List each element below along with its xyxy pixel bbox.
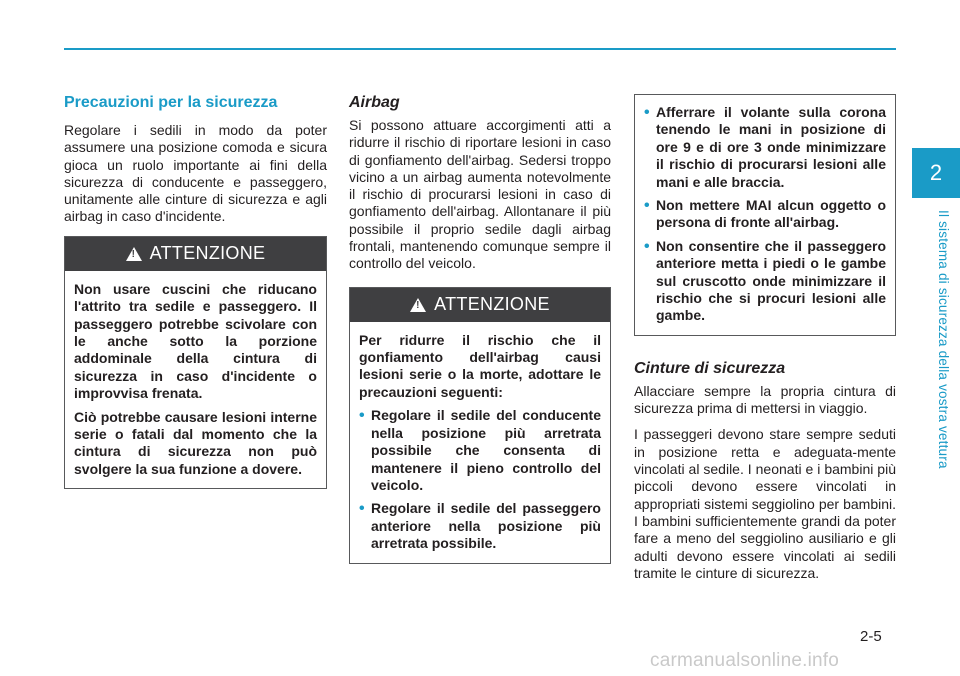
seatbelts-paragraph: I passeggeri devono stare sempre seduti in posizione retta e adeguata-mente vincolati al sedile. I neonati e i bambini più piccoli devono essere vincolati in appropriati sistemi seggiolino per bambini. I bambini sufficientemente grandi da poter fare a meno del seggiolino ausiliario e gli adulti devono essere vincolati ai sedili tramite le cinture di sicurezza. — [634, 426, 896, 581]
airbag-paragraph: Si possono attuare accorgimenti atti a ridurre il rischio di riportare lesioni in caso di gonfiamento dell'airbag. Sedersi troppo vicino a un airbag aumenta notevolmente il rischio di procurarsi lesioni in caso di gonfiamento dell'airbag. Allontanare il più possibile il proprio sedile dagli airbag frontali, mantenendo comunque sempre il controllo del veicolo. — [349, 117, 611, 272]
warning-body — [65, 271, 326, 488]
warning-paragraph: Non usare cuscini che riducano l'attrito tra sedile e passeggero. Il passeggero potrebbe scivolare con le anche sotto la porzione addominale della cintura di sicurezza in caso d'incidente o improvvisa frenata. — [74, 280, 317, 402]
safety-paragraph: Regolare i sedili in modo da poter assumere una posizione comoda e sicura gioca un ruolo importante ai fini della sicurezza di conducente e passeggero, unitamente alle cinture di sicurezza e agli airbag in caso d'incidente. — [64, 122, 327, 225]
warning-box-cushions — [64, 236, 327, 489]
warning-bullet: • Non mettere MAI alcun oggetto o persona di fronte all'airbag. — [644, 197, 886, 232]
section-heading-airbag: Airbag — [349, 94, 400, 111]
warning-intro: Per ridurre il rischio che il gonfiamento dell'airbag causi lesioni serie o la morte, adottare le precauzioni seguenti: — [359, 331, 601, 400]
warning-header: ! ATTENZIONE — [350, 288, 610, 322]
warning-body — [350, 322, 610, 563]
warning-box-airbag — [349, 287, 611, 564]
page-number: 2-5 — [860, 628, 882, 645]
watermark: carmanualsonline.info — [650, 650, 840, 671]
chapter-number-tab: 2 — [912, 148, 960, 198]
chapter-title-vertical: Il sistema di sicurezza della vostra vettura — [936, 210, 951, 469]
warning-paragraph: Ciò potrebbe causare lesioni interne serie o fatali dal momento che la cintura di sicurezza non può svolgere la sua funzione a dovere. — [74, 408, 317, 477]
top-rule — [64, 48, 896, 50]
warning-bullet: • Afferrare il volante sulla corona tenendo le mani in posizione di ore 9 e di ore 3 onde minimizzare il rischio di procurarsi lesioni alle mani e alle braccia. — [644, 104, 886, 191]
column-right — [634, 94, 896, 591]
column-middle — [349, 94, 611, 564]
warning-box-continued — [634, 94, 896, 336]
section-heading-seatbelts: Cinture di sicurezza — [634, 359, 786, 377]
warning-triangle-icon — [126, 247, 142, 261]
warning-bullet: • Regolare il sedile del conducente nella posizione più arretrata possibile che consenta di mantenere il pieno controllo del veicolo. — [359, 407, 601, 494]
section-heading-safety: Precauzioni per la sicurezza — [64, 94, 278, 111]
warning-bullet: • Regolare il sedile del passeggero anteriore nella posizione più arretrata possibile. — [359, 500, 601, 552]
warning-triangle-icon — [410, 298, 426, 312]
column-left — [64, 94, 327, 489]
warning-bullet: • Non consentire che il passeggero anteriore metta i piedi o le gambe sul cruscotto onde minimizzare il rischio che si procuri lesioni alle gambe. — [644, 238, 886, 325]
warning-header: ! ATTENZIONE — [65, 237, 326, 271]
seatbelts-paragraph: Allacciare sempre la propria cintura di sicurezza prima di mettersi in viaggio. — [634, 382, 896, 417]
warning-body — [635, 95, 895, 335]
